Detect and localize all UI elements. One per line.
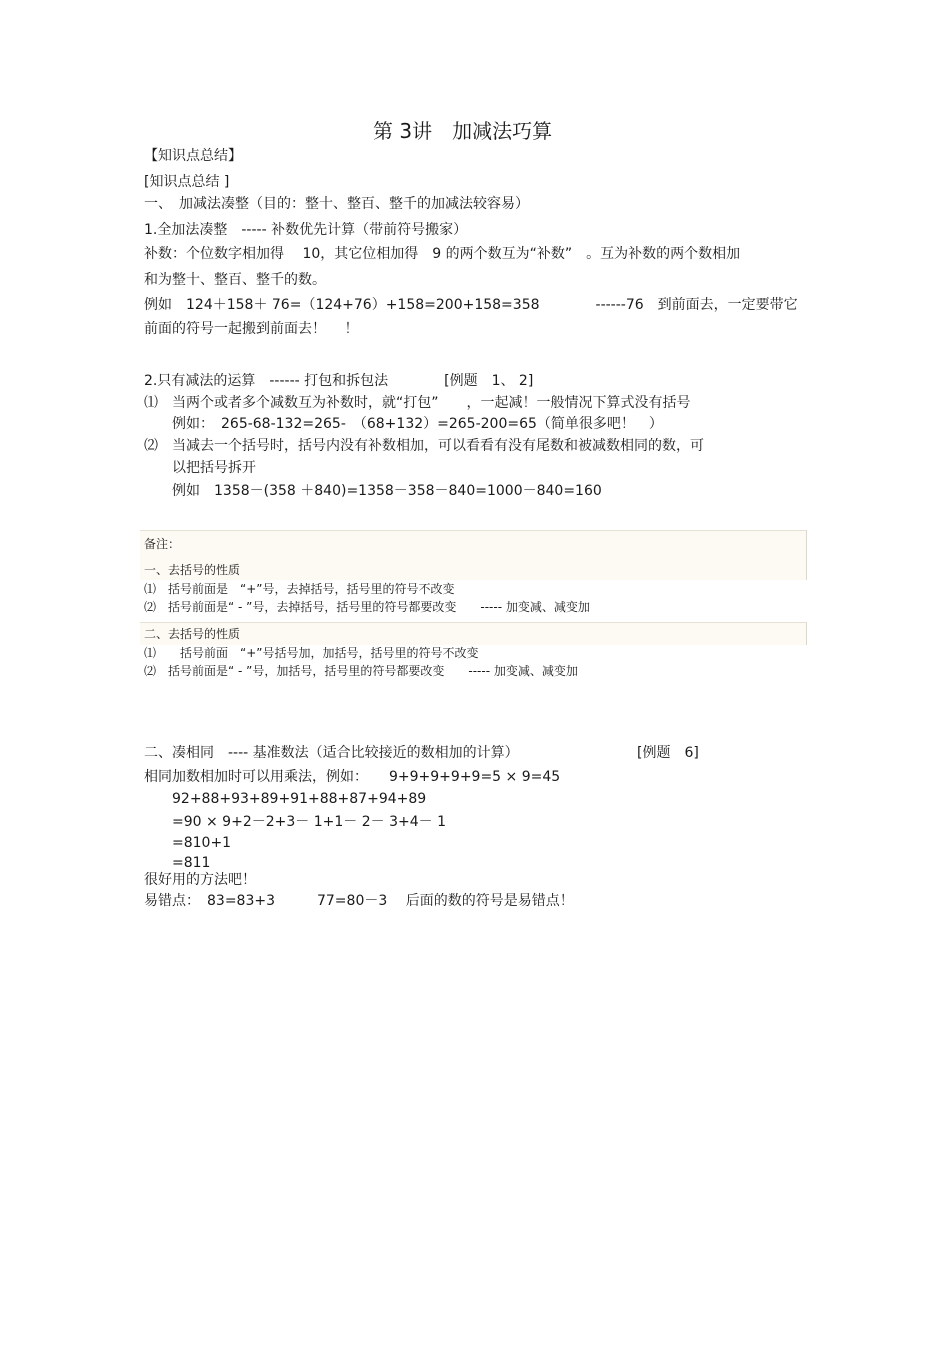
remark: 很好用的方法吧！ [144,872,256,888]
same-addend-rule: 相同加数相加时可以用乘法，例如： 9+9+9+9+9=5 × 9=45 [144,769,561,785]
note-divider [140,530,806,531]
rule-item-2: ⑵ 当减去一个括号时，括号内没有补数相加，可以看看有没有尾数和被减数相同的数，可 [144,438,704,454]
note-b-item-1: ⑴ 括号前面 “+”号括号加，加括号，括号里的符号不改变 [144,646,479,660]
example-1-cont: 前面的符号一起搬到前面去！ ！ [144,321,359,337]
section-heading-alt: [知识点总结 ] [144,174,230,190]
section-heading: 【知识点总结】 [144,148,242,164]
calc-line-2: =90 × 9+2－2+3－ 1+1－ 2－ 3+4－ 1 [172,814,446,830]
rule-item-1-example: 例如： 265-68-132=265- （68+132）=265-200=65（简单很多吧！ ） [172,416,663,432]
note-b-title: 二、去括号的性质 [144,627,241,641]
rule-item-2-cont: 以把括号拆开 [172,460,256,476]
rule-item-1: ⑴ 当两个或者多个减数互为补数时，就“打包” ，一起减！一般情况下算式没有括号 [144,395,691,411]
note-a-title: 一、去括号的性质 [144,563,241,577]
complement-definition: 补数：个位数字相加得 10，其它位相加得 9 的两个数互为“补数” 。互为补数的两个数相加 [144,246,741,262]
calc-line-1: 92+88+93+89+91+88+87+94+89 [172,791,427,807]
calc-line-4: =811 [172,855,211,871]
example-1: 例如 124＋158＋ 76=（124+76）+158=200+158=358 ------76 到前面去，一定要带它 [144,297,798,313]
note-box-bottom [140,622,807,645]
subsection2-title: 2.只有减法的运算 ------ 打包和拆包法 [例题 1、 2] [144,373,534,389]
complement-definition-cont: 和为整十、整百、整千的数。 [144,272,326,288]
note-divider [140,622,806,623]
section2-example-ref: [例题 6] [637,745,699,761]
note-b-item-2: ⑵ 括号前面是“ - ”号，加括号，括号里的符号都要改变 ----- 加变减、减变加 [144,664,578,678]
note-a-item-2: ⑵ 括号前面是“ - ”号，去掉括号，括号里的符号都要改变 ----- 加变减、减变加 [144,600,590,614]
calc-line-3: =810+1 [172,835,232,851]
subsection1-title: 1.全加法凑整 ----- 补数优先计算（带前符号搬家） [144,222,468,238]
section2-title: 二、凑相同 ---- 基准数法（适合比较接近的数相加的计算） [144,745,519,761]
note-box-top [140,530,807,580]
common-mistake: 易错点： 83=83+3 77=80－3 后面的数的符号是易错点！ [144,893,574,909]
rule-item-2-example: 例如 1358－(358 ＋840)=1358－358－840=1000－840=160 [172,483,602,499]
page-title: 第 3讲 加减法巧算 [373,119,553,143]
section1-title: 一、 加减法凑整（目的：整十、整百、整千的加减法较容易） [144,196,529,212]
note-a-item-1: ⑴ 括号前面是 “+”号，去掉括号，括号里的符号不改变 [144,582,455,596]
note-label: 备注： [144,537,181,551]
